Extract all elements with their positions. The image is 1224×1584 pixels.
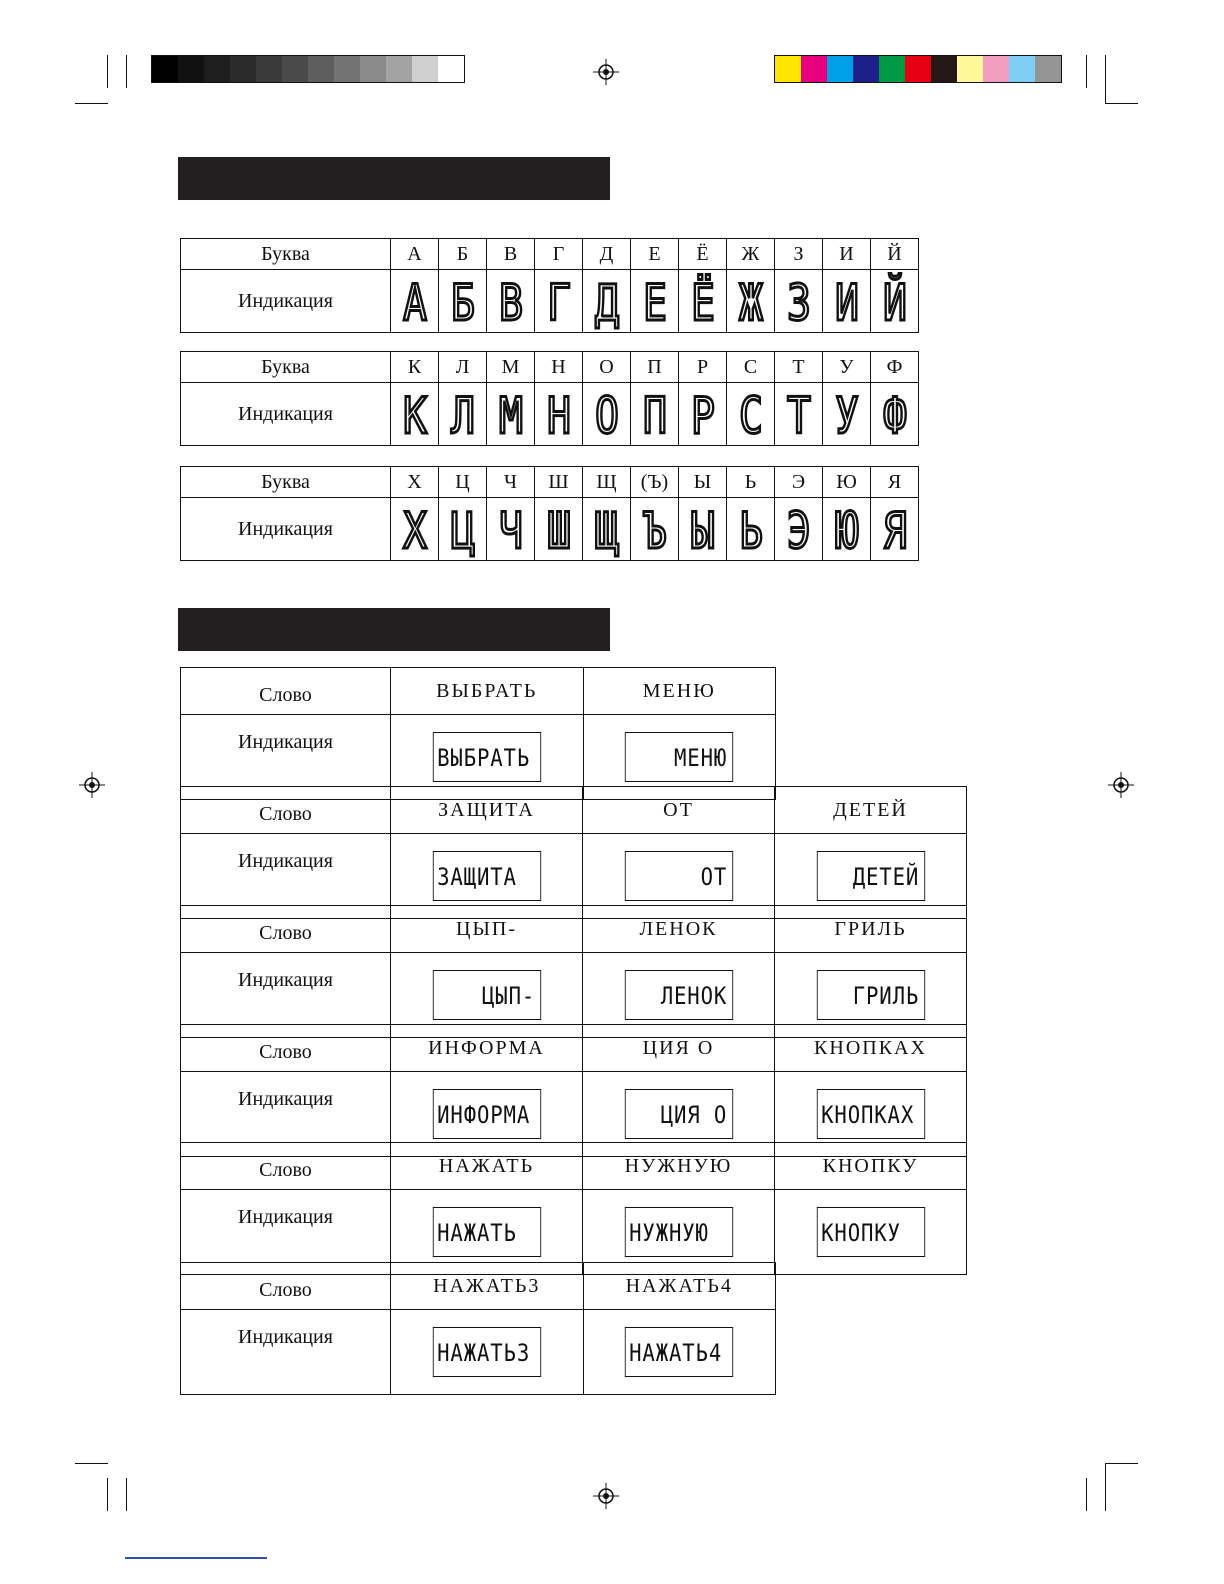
row-label-letter: Буква	[181, 352, 391, 383]
lcd-glyph	[736, 387, 766, 445]
lcd-cell	[583, 270, 631, 333]
color-swatch	[931, 56, 957, 82]
row-label-letter: Буква	[181, 239, 391, 270]
color-swatch	[230, 56, 256, 82]
letter-cell: Т	[775, 352, 823, 383]
lcd-glyph	[640, 274, 670, 332]
row-label-word: Слово	[181, 1025, 391, 1072]
letter-cell: В	[487, 239, 535, 270]
letter-cell: Э	[775, 467, 823, 498]
registration-mark-icon	[593, 59, 619, 85]
footer-line	[125, 1557, 267, 1559]
lcd-glyph	[784, 387, 814, 445]
crop-mark	[75, 1463, 108, 1464]
lcd-display: ЛЕНОК	[624, 970, 732, 1020]
color-swatch	[1035, 56, 1061, 82]
lcd-glyph	[592, 274, 622, 332]
lcd-glyph	[880, 502, 910, 560]
lcd-glyph-text: Л	[450, 387, 475, 445]
row-label-letter: Буква	[181, 467, 391, 498]
word-cell: КНОПКАХ	[775, 1025, 967, 1072]
letter-cell: И	[823, 239, 871, 270]
lcd-display: ЦЫП-	[432, 970, 540, 1020]
letter-cell: Ь	[727, 467, 775, 498]
letter-cell: У	[823, 352, 871, 383]
letter-table	[180, 351, 919, 446]
lcd-cell	[727, 383, 775, 446]
crop-mark	[1105, 1463, 1138, 1464]
lcd-glyph	[832, 387, 862, 445]
lcd-cell	[391, 498, 439, 561]
lcd-cell	[535, 383, 583, 446]
crop-mark	[1086, 55, 1087, 88]
lcd-glyph	[880, 387, 910, 445]
color-swatch	[957, 56, 983, 82]
color-swatch	[334, 56, 360, 82]
lcd-cell	[583, 498, 631, 561]
word-cell: НАЖАТЬ4	[583, 1263, 776, 1310]
lcd-cell	[823, 498, 871, 561]
lcd-glyph	[592, 387, 622, 445]
lcd-glyph	[784, 502, 814, 560]
lcd-glyph-text: П	[642, 387, 667, 445]
lcd-cell	[391, 383, 439, 446]
lcd-glyph-text: А	[402, 274, 427, 332]
lcd-glyph	[832, 502, 862, 560]
word-table	[180, 1142, 967, 1275]
lcd-cell	[775, 270, 823, 333]
color-swatch	[1009, 56, 1035, 82]
lcd-glyph	[448, 502, 478, 560]
lcd-glyph-text: Д	[594, 274, 619, 332]
lcd-display: НАЖАТЬ	[432, 1207, 540, 1257]
registration-mark-icon	[79, 772, 105, 798]
lcd-glyph-text: С	[738, 387, 763, 445]
lcd-glyph-text: Я	[882, 502, 907, 560]
lcd-cell	[871, 498, 919, 561]
letter-cell: О	[583, 352, 631, 383]
lcd-glyph-text: Ь	[738, 502, 763, 560]
row-label-display: Индикация	[181, 1190, 391, 1275]
letter-cell: Я	[871, 467, 919, 498]
lcd-cell	[775, 383, 823, 446]
word-cell: НАЖАТЬ3	[391, 1263, 584, 1310]
letter-cell: Х	[391, 467, 439, 498]
lcd-display: НАЖАТЬ4	[625, 1327, 733, 1377]
color-swatch	[853, 56, 879, 82]
letter-cell: Ч	[487, 467, 535, 498]
word-cell: КНОПКУ	[775, 1143, 967, 1190]
letter-cell: Р	[679, 352, 727, 383]
lcd-glyph	[400, 387, 430, 445]
crop-mark	[107, 55, 108, 88]
lcd-glyph	[448, 274, 478, 332]
word-cell: ИНФОРМА	[391, 1025, 583, 1072]
lcd-glyph	[496, 502, 526, 560]
lcd-glyph-text: У	[834, 387, 859, 445]
lcd-glyph	[400, 274, 430, 332]
lcd-glyph-text: Р	[690, 387, 715, 445]
color-swatch	[256, 56, 282, 82]
crop-mark	[1105, 55, 1106, 103]
lcd-cell	[679, 270, 727, 333]
lcd-glyph-text: Й	[882, 274, 913, 332]
lcd-display: ОТ	[624, 851, 732, 901]
lcd-cell	[487, 270, 535, 333]
lcd-glyph	[880, 274, 913, 332]
color-swatch	[152, 56, 178, 82]
row-label-display: Индикация	[181, 715, 391, 800]
row-label-word: Слово	[181, 906, 391, 953]
word-table	[180, 667, 776, 800]
word-table	[180, 786, 967, 919]
letter-cell: Д	[583, 239, 631, 270]
letter-cell: Ё	[679, 239, 727, 270]
crop-mark	[1105, 103, 1138, 104]
crop-mark	[107, 1478, 108, 1511]
lcd-glyph-text: З	[786, 274, 811, 332]
crop-mark	[1105, 1463, 1106, 1511]
lcd-display: ИНФОРМА	[432, 1089, 540, 1139]
lcd-glyph	[448, 387, 478, 445]
lcd-glyph-text: Г	[546, 274, 571, 332]
word-cell: ГРИЛЬ	[775, 906, 967, 953]
lcd-cell	[439, 383, 487, 446]
lcd-display: ДЕТЕЙ	[816, 851, 924, 901]
color-swatch	[827, 56, 853, 82]
row-label-display: Индикация	[181, 834, 391, 919]
row-label-display: Индикация	[181, 270, 391, 333]
lcd-glyph	[640, 502, 670, 560]
lcd-glyph-text: К	[402, 387, 427, 445]
lcd-glyph	[784, 274, 814, 332]
lcd-glyph-text: Е	[642, 274, 667, 332]
color-swatch	[879, 56, 905, 82]
lcd-glyph	[544, 274, 574, 332]
word-table	[180, 905, 967, 1038]
letter-cell: Ж	[727, 239, 775, 270]
lcd-glyph	[688, 502, 718, 560]
letter-cell: Г	[535, 239, 583, 270]
word-cell: ВЫБРАТЬ	[391, 668, 584, 715]
row-label-display: Индикация	[181, 1072, 391, 1157]
lcd-glyph-text: Б	[450, 274, 475, 332]
word-cell: НАЖАТЬ	[391, 1143, 583, 1190]
lcd-cell	[871, 270, 919, 333]
lcd-glyph	[640, 387, 670, 445]
color-swatch	[360, 56, 386, 82]
lcd-glyph-text: Щ	[594, 502, 619, 560]
color-swatch	[308, 56, 334, 82]
lcd-cell	[487, 383, 535, 446]
row-label-display: Индикация	[181, 498, 391, 561]
word-cell: ЛЕНОК	[583, 906, 775, 953]
lcd-cell	[391, 270, 439, 333]
lcd-display: ЦИЯ О	[624, 1089, 732, 1139]
lcd-glyph-text: Ф	[882, 387, 907, 445]
word-table	[180, 1262, 776, 1395]
word-cell: НУЖНУЮ	[583, 1143, 775, 1190]
lcd-glyph-text: О	[594, 387, 619, 445]
lcd-glyph-text: Ч	[498, 502, 523, 560]
lcd-cell	[823, 383, 871, 446]
color-swatch	[386, 56, 412, 82]
letter-cell: А	[391, 239, 439, 270]
lcd-display: НУЖНУЮ	[624, 1207, 732, 1257]
color-swatch	[438, 56, 464, 82]
lcd-glyph	[736, 502, 766, 560]
crop-mark	[75, 103, 108, 104]
row-label-word: Слово	[181, 787, 391, 834]
lcd-cell	[679, 498, 727, 561]
color-swatch	[983, 56, 1009, 82]
color-swatch	[801, 56, 827, 82]
lcd-glyph-text: Ю	[834, 502, 859, 560]
word-cell: МЕНЮ	[583, 668, 776, 715]
letter-cell: Ю	[823, 467, 871, 498]
lcd-glyph-text: Ъ	[642, 502, 667, 560]
letter-cell: С	[727, 352, 775, 383]
lcd-cell	[487, 498, 535, 561]
registration-mark-icon	[1108, 772, 1134, 798]
letter-cell: Е	[631, 239, 679, 270]
lcd-cell	[775, 1190, 967, 1275]
lcd-display: ГРИЛЬ	[816, 970, 924, 1020]
lcd-display: КНОПКУ	[816, 1207, 924, 1257]
letter-cell: Ф	[871, 352, 919, 383]
lcd-display: ЗАЩИТА	[432, 851, 540, 901]
lcd-cell	[439, 270, 487, 333]
letter-table	[180, 466, 919, 561]
letter-cell: Ы	[679, 467, 727, 498]
letter-cell: Й	[871, 239, 919, 270]
letter-cell: Л	[439, 352, 487, 383]
color-swatch	[905, 56, 931, 82]
lcd-glyph-text: Ш	[546, 502, 571, 560]
letter-cell: М	[487, 352, 535, 383]
section-header-bar-words	[178, 608, 610, 651]
crop-mark	[126, 55, 127, 88]
lcd-glyph-text: Э	[786, 502, 811, 560]
lcd-cell	[583, 1310, 776, 1395]
word-cell: ЗАЩИТА	[391, 787, 583, 834]
lcd-glyph-text: Ы	[690, 502, 715, 560]
color-swatch	[178, 56, 204, 82]
lcd-glyph-text: Ё	[690, 274, 715, 332]
crop-mark	[1086, 1478, 1087, 1511]
row-label-word: Слово	[181, 1143, 391, 1190]
lcd-cell	[535, 498, 583, 561]
row-label-display: Индикация	[181, 383, 391, 446]
letter-cell: Ц	[439, 467, 487, 498]
lcd-glyph-text: М	[498, 387, 523, 445]
word-cell: ЦЫП-	[391, 906, 583, 953]
color-swatch	[204, 56, 230, 82]
letter-cell: П	[631, 352, 679, 383]
lcd-glyph	[832, 274, 862, 332]
row-label-word: Слово	[181, 668, 391, 715]
lcd-glyph-text: Ц	[450, 502, 475, 560]
lcd-cell	[871, 383, 919, 446]
lcd-glyph-text: Х	[402, 502, 427, 560]
lcd-cell	[679, 383, 727, 446]
letter-cell: Ш	[535, 467, 583, 498]
lcd-glyph	[496, 274, 526, 332]
letter-cell: З	[775, 239, 823, 270]
lcd-cell	[583, 383, 631, 446]
lcd-glyph-text: Ж	[738, 274, 763, 332]
letter-table	[180, 238, 919, 333]
lcd-glyph-text: И	[834, 274, 859, 332]
lcd-cell	[823, 270, 871, 333]
word-table	[180, 1024, 967, 1157]
lcd-glyph	[544, 387, 574, 445]
lcd-glyph	[496, 387, 526, 445]
row-label-display: Индикация	[181, 953, 391, 1038]
word-cell: ДЕТЕЙ	[775, 787, 967, 834]
lcd-glyph-text: Т	[786, 387, 811, 445]
word-cell: ЦИЯ О	[583, 1025, 775, 1072]
lcd-glyph	[688, 274, 718, 332]
word-cell: ОТ	[583, 787, 775, 834]
color-swatch	[412, 56, 438, 82]
color-calibration-strip	[774, 55, 1062, 83]
lcd-display: МЕНЮ	[625, 732, 733, 782]
lcd-cell	[631, 498, 679, 561]
lcd-cell	[727, 270, 775, 333]
lcd-cell	[391, 1310, 584, 1395]
color-swatch	[282, 56, 308, 82]
letter-cell: Щ	[583, 467, 631, 498]
lcd-glyph	[400, 502, 430, 560]
lcd-cell	[631, 270, 679, 333]
lcd-display: КНОПКАХ	[816, 1089, 924, 1139]
letter-cell: (Ъ)	[631, 467, 679, 498]
section-header-bar-letters	[178, 157, 610, 200]
registration-mark-icon	[593, 1483, 619, 1509]
lcd-glyph-text: Н	[546, 387, 571, 445]
lcd-glyph-text: В	[498, 274, 523, 332]
lcd-cell	[727, 498, 775, 561]
lcd-glyph	[592, 502, 622, 560]
letter-cell: К	[391, 352, 439, 383]
row-label-word: Слово	[181, 1263, 391, 1310]
lcd-cell	[439, 498, 487, 561]
color-swatch	[775, 56, 801, 82]
row-label-display: Индикация	[181, 1310, 391, 1395]
crop-mark	[126, 1478, 127, 1511]
letter-cell: Б	[439, 239, 487, 270]
lcd-glyph	[544, 502, 574, 560]
lcd-display: НАЖАТЬ3	[433, 1327, 541, 1377]
lcd-display: ВЫБРАТЬ	[433, 732, 541, 782]
lcd-cell	[631, 383, 679, 446]
lcd-glyph	[736, 274, 766, 332]
lcd-cell	[535, 270, 583, 333]
gray-calibration-strip	[151, 55, 465, 83]
letter-cell: Н	[535, 352, 583, 383]
lcd-cell	[775, 498, 823, 561]
lcd-glyph	[688, 387, 718, 445]
